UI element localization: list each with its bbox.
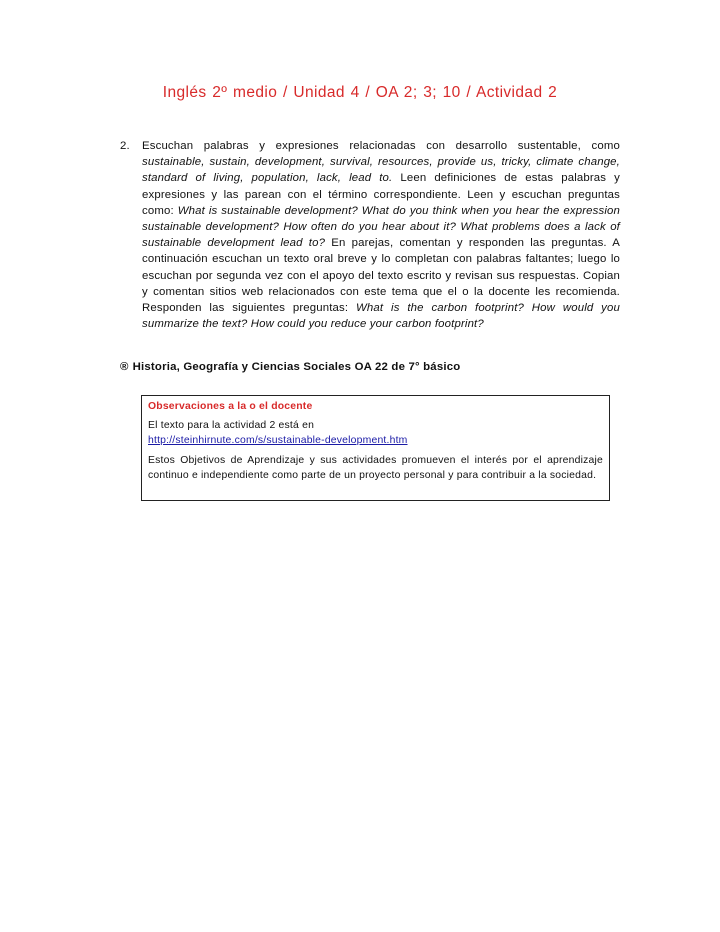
subject-connection (120, 361, 620, 373)
activity-segment-italic: What is sustainable development? What do you think when you hear the expression sustainable development? How often do you hear about it? What problems does a lack of sustainable development lead to? (142, 204, 620, 250)
connection-text: Historia, Geografía y Ciencias Sociales OA 22 de 7° básico (132, 361, 461, 373)
activity-text (142, 138, 620, 332)
teacher-notes-title: Observaciones a la o el docente (148, 401, 313, 412)
activity-segment: Leen definiciones de estas palabras y expresiones y las parean con el término correspondiente. Leen y escuchan preguntas como: (142, 172, 620, 217)
connection-marker-icon: ® (120, 361, 129, 373)
activity-segment: En parejas, comentan y responden las preguntas. A continuación escuchan un texto oral breve y lo completan con palabras faltantes; luego lo escuchan por segunda vez con el apoyo del texto escrito y revisan sus respuestas. Copian y comentan sitios web relacionados con este tema que el o la docente les recomienda. Responden las siguientes preguntas: (142, 237, 621, 315)
teacher-notes-box (141, 395, 610, 501)
activity-item (120, 138, 620, 332)
resource-link[interactable]: http://steinhirnute.com/s/sustainable-development.htm (148, 434, 408, 446)
teacher-notes-paragraph: Estos Objetivos de Aprendizaje y sus actividades promueven el interés por el aprendizaje continuo e independiente como parte de un proyecto personal y para contribuir a la sociedad. (148, 455, 603, 481)
activity-number: 2. (120, 140, 130, 152)
activity-segment-italic: What is the carbon footprint? How would you summarize the text? How could you reduce your carbon footprint? (142, 302, 620, 331)
activity-segment-italic: sustainable, sustain, development, survival, resources, provide us, tricky, climate change, standard of living, population, lack, lead to. (142, 156, 620, 185)
activity-segment: Escuchan palabras y expresiones relacionadas con desarrollo sustentable, como (142, 140, 620, 152)
teacher-notes-line: El texto para la actividad 2 está en (148, 420, 315, 432)
page-title: Inglés 2º medio / Unidad 4 / OA 2; 3; 10 / Actividad 2 (162, 84, 558, 101)
